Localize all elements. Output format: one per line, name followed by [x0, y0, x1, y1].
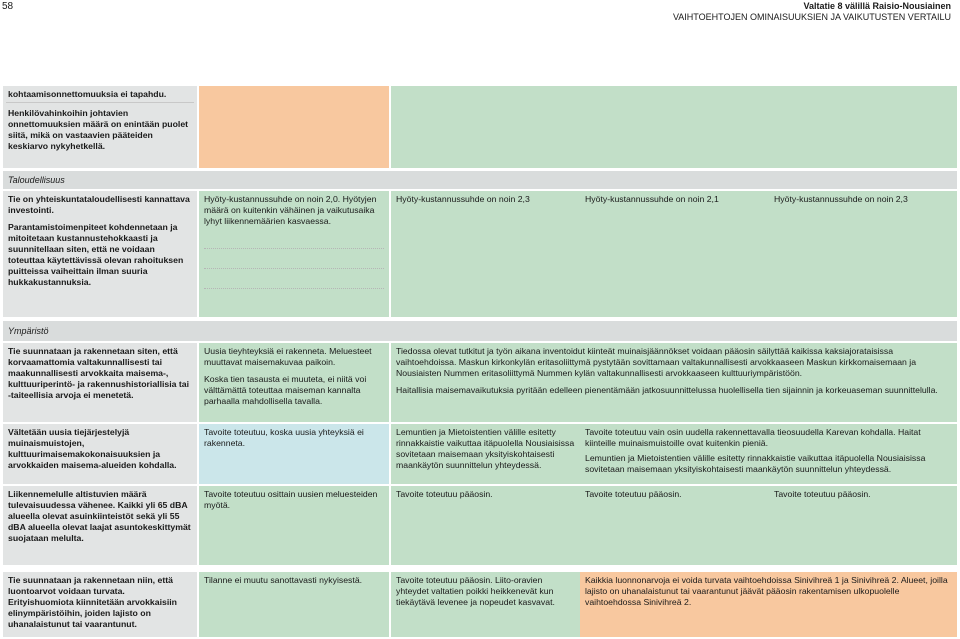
noise-alt3-cell	[769, 486, 957, 565]
economy-zero-option-cell	[199, 191, 389, 317]
safety-alternatives-cell	[391, 86, 957, 168]
safety-goal-line2: Henkilövahinkoihin johtavien onnettomuuksien määrä on enintään puolet siitä, mikä on vastaavien pääteiden keskiarvo nykyhetkellä.	[8, 108, 189, 151]
heritage-alt1-cell	[391, 424, 580, 484]
landscape-goal-cell	[3, 343, 197, 422]
economy-goal-p1: Tie on yhteiskuntataloudellisesti kannattava investointi.	[8, 194, 190, 215]
heritage-goal-text: Vältetään uusia tiejärjestelyjä muinaismuistojen, kulttuurimaisemakokonaisuuksien ja arvokkaiden maisema-alueiden kohdalla.	[8, 427, 177, 470]
economy-alt3-cell	[769, 191, 957, 317]
heritage-alt1-text: Lemuntien ja Mietoistentien välille esitetty rinnakkaistie vaikuttaa itäpuolella Nousiaisissa sovitetaan maisemaan yksityiskohtaisesti maankäytön suunnittelun yhteydessä.	[396, 427, 575, 470]
header-title: Valtatie 8 välillä Raisio-Nousiainen	[803, 1, 951, 11]
noise-alt1-text: Tavoite toteutuu pääosin.	[396, 489, 493, 499]
landscape-zero-option-p1: Uusia tieyhteyksiä ei rakenneta. Meluesteet muuttavat maisemakuvaa paikoin.	[204, 346, 372, 367]
nature-goal-text: Tie suunnataan ja rakennetaan niin, että luontoarvot voidaan turvata. Erityishuomiota kiinnitetään arvokkaisiin elinympäristöihin, joiden lajisto on uhanalaistunut tai vaarantunut.	[8, 575, 177, 629]
landscape-zero-option-cell	[199, 343, 389, 422]
header-subtitle: VAIHTOEHTOJEN OMINAISUUKSIEN JA VAIKUTUSTEN VERTAILU	[672, 12, 951, 22]
landscape-goal-text: Tie suunnataan ja rakennetaan siten, että korvaamattomia valtakunnallisesti tai maakunnallisesti arvokkaita maisema-, kulttuuriperintö- ja rakennushistoriallisia tai -taiteellisia arvoja ei menetetä.	[8, 346, 190, 400]
divider	[204, 268, 384, 269]
page-header	[673, 1, 951, 23]
economy-goal-cell	[3, 191, 197, 317]
economy-goal-p2: Parantamistoimenpiteet kohdennetaan ja mitoitetaan kustannustehokkaasti ja suunnitellaan siten, että ne voidaan toteuttaa käytettävissä olevan rahoituksen puitteissa vaiheittain ilman suuria hukkakustannuksia.	[8, 222, 184, 287]
heritage-alt23-p2: Lemuntien ja Mietoistentien välille esitetty rinnakkaistie vaikuttaa itäpuolella Nousiaisissa sovitetaan maisemaan yksityiskohtaisesti maankäytön suunnittelun yhteydessä.	[585, 453, 926, 474]
divider	[204, 248, 384, 249]
heritage-goal-cell	[3, 424, 197, 484]
noise-alt1-cell	[391, 486, 580, 565]
heritage-alt23-p1: Tavoite toteutuu vain osin uudella rakennettavalla tieosuudella Karevan kohdalla. Haitat kiinteille muinaismuistoille ovat kuitenkin pieniä.	[585, 427, 921, 448]
noise-goal-cell	[3, 486, 197, 565]
safety-goal-line1: kohtaamisonnettomuuksia ei tapahdu.	[8, 89, 167, 99]
economy-zero-option-text: Hyöty-kustannussuhde on noin 2,0. Hyötyjen määrä on kuitenkin vähäinen ja vaikutusaika lyhyt liikennemäärien kasvaessa.	[204, 194, 377, 226]
nature-zero-option-cell	[199, 572, 389, 637]
economy-alt1-text: Hyöty-kustannussuhde on noin 2,3	[396, 194, 530, 204]
landscape-alternatives-cell	[391, 343, 957, 422]
noise-alt2-text: Tavoite toteutuu pääosin.	[585, 489, 682, 499]
safety-goal-cell	[3, 86, 197, 168]
economy-alt1-cell	[391, 191, 580, 317]
page-number: 58	[2, 1, 14, 12]
section-heading-environment: Ympäristö	[3, 321, 957, 341]
nature-zero-option-text: Tilanne ei muutu sanottavasti nykyisestä.	[204, 575, 363, 585]
nature-alt23-cell	[580, 572, 957, 637]
economy-alt2-cell	[580, 191, 769, 317]
noise-zero-option-cell	[199, 486, 389, 565]
nature-alt1-cell	[391, 572, 580, 637]
heritage-alt23-cell	[580, 424, 957, 484]
section-heading-economy: Taloudellisuus	[3, 171, 957, 189]
noise-goal-text: Liikennemelulle altistuvien määrä tulevaisuudessa vähenee. Kaikki yli 65 dBA alueella olevat asuinkiinteistöt sekä yli 55 dBA alueella olevat laajat asuntokeskittymät suojataan melulta.	[8, 489, 191, 543]
landscape-alternatives-p2: Haitallisia maisemavaikutuksia pyritään edelleen pienentämään jatkosuunnittelussa huolellisella tien sijainnin ja korkeuaseman suunnittelulla.	[396, 385, 938, 395]
landscape-zero-option-p2: Koska tien tasausta ei muuteta, ei niitä voi välttämättä toteuttaa maiseman kannalta parhaalla mahdollisella tavalla.	[204, 374, 367, 406]
divider	[204, 288, 384, 289]
heritage-zero-option-cell	[199, 424, 389, 484]
noise-alt3-text: Tavoite toteutuu pääosin.	[774, 489, 871, 499]
economy-alt3-text: Hyöty-kustannussuhde on noin 2,3	[774, 194, 908, 204]
divider	[6, 102, 194, 103]
economy-alt2-text: Hyöty-kustannussuhde on noin 2,1	[585, 194, 719, 204]
noise-zero-option-text: Tavoite toteutuu osittain uusien meluesteiden myötä.	[204, 489, 378, 510]
safety-zero-option-cell	[199, 86, 389, 168]
landscape-alternatives-p1: Tiedossa olevat tutkitut ja työn aikana inventoidut kiinteät muinaisjäännökset voidaan pääosin säilyttää kaikissa kaksiajorataisissa vaihtoehdoissa. Maskun kirkonkylän eritasoliittymä pystytään sovittamaan valtakunnallisesti arvokkaaseen Maskun kirkkomaisemaan ja Nousiaisten Nummen eritasoliittymä Nummen kylän valtakunnallisesti arvokkaaseen kulttuuriympäristöön.	[396, 346, 917, 378]
noise-alt2-cell	[580, 486, 769, 565]
nature-alt23-text: Kaikkia luonnonarvoja ei voida turvata vaihtoehdoissa Sinivihreä 1 ja Sinivihreä 2. Alueet, joilla lajisto on uhanalaistunut tai vaarantunut jäävät pääosin rakentamisen ulkopuolelle vaihtoehdossa Sinivihreä 2.	[585, 575, 948, 607]
nature-goal-cell	[3, 572, 197, 637]
nature-alt1-text: Tavoite toteutuu pääosin. Liito-oravien yhteydet valtatien poikki heikkenevät kun tiekäytävä levenee ja nopeudet kasvavat.	[396, 575, 555, 607]
heritage-zero-option-text: Tavoite toteutuu, koska uusia yhteyksiä ei rakenneta.	[204, 427, 364, 448]
